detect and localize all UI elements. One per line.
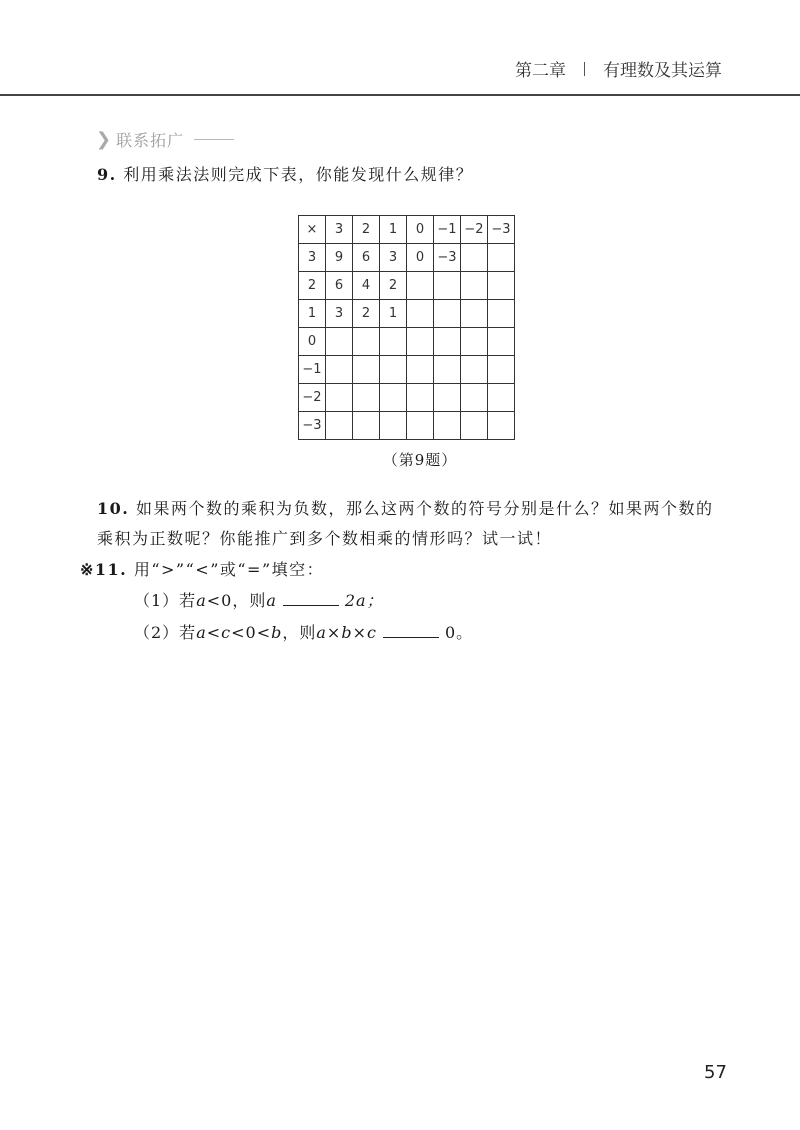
caption-open: （第 xyxy=(382,451,415,469)
answer-blank[interactable] xyxy=(283,589,339,606)
chapter-label: 第二章 xyxy=(515,61,566,81)
table-cell xyxy=(488,272,515,300)
table-row xyxy=(299,272,515,300)
table-cell xyxy=(461,328,488,356)
table-cell xyxy=(488,328,515,356)
variable-b: b xyxy=(271,623,283,642)
table-row xyxy=(299,216,515,244)
table-cell: × xyxy=(299,216,326,244)
table-cell xyxy=(461,244,488,272)
inequality-text: <0< xyxy=(231,623,272,642)
section-divider xyxy=(194,139,234,140)
caption-close: 题） xyxy=(425,451,458,469)
subquestion-1 xyxy=(134,588,384,611)
table-cell: −3 xyxy=(434,244,461,272)
table-cell xyxy=(380,356,407,384)
table-cell xyxy=(326,328,353,356)
table-cell xyxy=(434,272,461,300)
condition-text: ，则 xyxy=(282,623,317,642)
table-cell xyxy=(488,412,515,440)
question-text: 利用乘法法则完成下表，你能发现什么规律？ xyxy=(123,165,474,184)
table-cell xyxy=(326,384,353,412)
table-cell: −2 xyxy=(299,384,326,412)
table-cell: 2 xyxy=(353,216,380,244)
table-cell xyxy=(461,412,488,440)
table-cell: 1 xyxy=(299,300,326,328)
table-cell: −2 xyxy=(461,216,488,244)
table-cell: 0 xyxy=(407,216,434,244)
less-than: < xyxy=(206,623,222,642)
table-cell xyxy=(488,244,515,272)
table-cell: 2 xyxy=(353,300,380,328)
table-cell: 2 xyxy=(380,272,407,300)
question-11 xyxy=(80,555,324,585)
table-row xyxy=(299,384,515,412)
table-cell: −3 xyxy=(488,216,515,244)
chevron-right-icon: ❯ xyxy=(96,129,113,150)
table-cell xyxy=(434,412,461,440)
variable-a: a xyxy=(266,591,277,610)
table-cell xyxy=(353,328,380,356)
table-cell xyxy=(407,328,434,356)
table-cell xyxy=(461,300,488,328)
table-cell: 3 xyxy=(326,300,353,328)
question-number: 9. xyxy=(97,165,117,184)
table-cell xyxy=(353,384,380,412)
subquestion-2 xyxy=(134,620,473,643)
variable-c: c xyxy=(221,623,232,642)
table-cell xyxy=(461,356,488,384)
table-cell xyxy=(434,384,461,412)
answer-blank[interactable] xyxy=(383,621,439,638)
table-row xyxy=(299,244,515,272)
table-cell xyxy=(353,412,380,440)
table-cell xyxy=(488,356,515,384)
question-10 xyxy=(97,494,727,554)
caption-number: 9 xyxy=(414,451,426,469)
figure-caption xyxy=(0,449,800,470)
table-cell: 6 xyxy=(353,244,380,272)
table-cell xyxy=(326,356,353,384)
table-cell: −1 xyxy=(299,356,326,384)
table-cell xyxy=(407,384,434,412)
table-cell: 1 xyxy=(380,216,407,244)
table-row xyxy=(299,300,515,328)
table-cell xyxy=(380,328,407,356)
table-cell xyxy=(380,384,407,412)
rhs-expression: 2a； xyxy=(344,591,384,610)
question-number: 10. xyxy=(97,499,130,518)
table-cell xyxy=(407,412,434,440)
table-cell xyxy=(407,272,434,300)
variable-a: a xyxy=(196,591,207,610)
section-title: 联系拓广 xyxy=(116,131,185,150)
table-cell: 2 xyxy=(299,272,326,300)
table-row xyxy=(299,356,515,384)
chapter-title: 有理数及其运算 xyxy=(603,61,722,81)
table-row xyxy=(299,412,515,440)
table-cell xyxy=(434,328,461,356)
table-cell xyxy=(326,412,353,440)
table-cell: −3 xyxy=(299,412,326,440)
table-cell xyxy=(488,300,515,328)
subquestion-label: （1）若 xyxy=(134,591,197,610)
table-row xyxy=(299,328,515,356)
multiplication-table xyxy=(298,215,515,440)
variable-a: a xyxy=(196,623,207,642)
table-cell: −1 xyxy=(434,216,461,244)
table-cell xyxy=(461,384,488,412)
table-cell: 1 xyxy=(380,300,407,328)
question-text: 如果两个数的乘积为负数，那么这两个数的符号分别是什么？如果两个数的乘积为正数呢？你能推广到多个数相乘的情形吗？试一试！ xyxy=(97,499,714,548)
table-cell: 3 xyxy=(326,216,353,244)
table-cell: 6 xyxy=(326,272,353,300)
table-cell xyxy=(434,356,461,384)
table-cell xyxy=(488,384,515,412)
page-number: 57 xyxy=(704,1062,727,1083)
table-cell xyxy=(353,356,380,384)
table-cell xyxy=(434,300,461,328)
subquestion-label: （2）若 xyxy=(134,623,197,642)
question-9 xyxy=(97,160,473,190)
table-cell xyxy=(407,356,434,384)
table-cell: 9 xyxy=(326,244,353,272)
table-cell: 0 xyxy=(299,328,326,356)
question-text: 用“>”“<”或“=”填空： xyxy=(133,560,325,579)
product-expression: a×b×c xyxy=(316,623,377,642)
table-cell: 3 xyxy=(299,244,326,272)
condition-text: <0，则 xyxy=(206,591,267,610)
table-cell xyxy=(380,412,407,440)
rhs-expression: 0。 xyxy=(444,623,474,642)
table-cell: 0 xyxy=(407,244,434,272)
table-cell xyxy=(461,272,488,300)
section-heading xyxy=(96,128,234,151)
header-separator xyxy=(584,62,585,76)
page-header xyxy=(515,56,722,81)
table-cell: 4 xyxy=(353,272,380,300)
table-cell xyxy=(407,300,434,328)
header-rule xyxy=(0,94,800,96)
table-cell: 3 xyxy=(380,244,407,272)
question-number: ※11. xyxy=(80,560,128,579)
